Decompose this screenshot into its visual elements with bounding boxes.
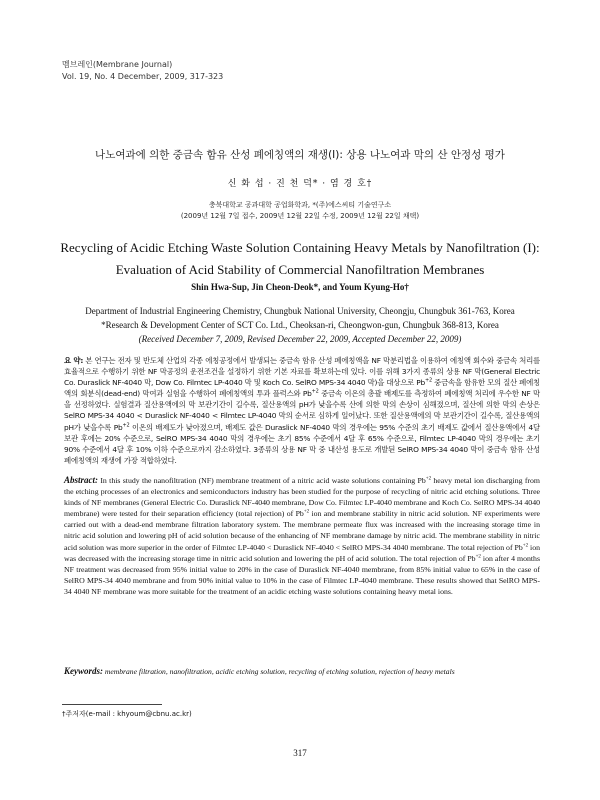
korean-affiliation: 충북대학교 공과대학 공업화학과, *(주)에스씨티 기술연구소 [208, 201, 392, 209]
korean-title: 나노여과에 의한 중금속 함유 산성 폐에칭액의 재생(I): 상용 나노여과 막의 산 안정성 평가 [95, 149, 505, 161]
english-affiliation-1: Department of Industrial Engineering Chemistry, Chungbuk National University, Cheongju, Chungbuk 361-763, Korea [85, 306, 515, 316]
corresponding-author-footnote: †주저자(e-mail : khyoum@cbnu.ac.kr) [62, 710, 192, 718]
keywords: Keywords: membrane filtration, nanofiltration, acidic etching solution, recycling of etching solution, rejection of heavy metals [64, 666, 455, 676]
keywords-label: Keywords: [64, 666, 103, 676]
english-authors: Shin Hwa-Sup, Jin Cheon-Deok*, and Youm Kyung-Ho† [191, 282, 409, 292]
received-dates: (Received December 7, 2009, Revised December 22, 2009, Accepted December 22, 2009) [138, 334, 462, 344]
english-title-line1: Recycling of Acidic Etching Waste Solution Containing Heavy Metals by Nanofiltration (I): [60, 240, 540, 255]
korean-abstract-label: 요 약: [64, 356, 84, 365]
journal-volume: Vol. 19, No. 4 December, 2009, 317-323 [62, 72, 224, 81]
page-number: 317 [293, 748, 307, 758]
journal-name: 멤브레인(Membrane Journal) [62, 60, 173, 69]
english-abstract-label: Abstract: [64, 475, 99, 485]
english-title-line2: Evaluation of Acid Stability of Commercial Nanofiltration Membranes [115, 262, 485, 277]
korean-dates: (2009년 12월 7일 접수, 2009년 12월 22일 수정, 2009년 12월 22일 채택) [180, 212, 420, 220]
footnote-divider [62, 704, 162, 705]
english-abstract: Abstract: In this study the nanofiltration (NF) membrane treatment of a nitric acid waste solutions containing $Pb^{+2}$ heavy metal ion discharging from the etching processes of an electronics and semiconductors industry has been studied for the purpose of recycling of nitric acid etching solutions. Three kinds of NF membranes (General Electric Co. Duraslick NF-4040 membrane, Dow Co. Filmtec LP-4040 membrane and Koch Co. SelRO MPS-34 4040 membrane) were tested for their separation efficiency (total rejection) of $Pb^{+2}$ ion and membrane stability in nitric acid solution. NF experiments were carried out with a dead-end membrane filtration laboratory system. The membrane permeate flux was increased with the increasing storage time in nitric acid solution and lowering pH of acid solution because of the enhancing of NF membrane damage by nitric acid. The membrane stability in nitric acid solution was more superior in the order of Filmtec LP-4040 < Duraslick NF-4040 < SelRO MPS-34 4040 membrane. The total rejection of $Pb^{+2}$ ion was decreased with the increasing storage time in nitric acid solution and lowering the pH of acid solution. The total rejection of $Pb^{+2}$ ion after 4 months NF treatment was decreased from 95% initial value to 20% in the case of Duraslick NF-4040 membrane, from 85% initial value to 65% in the case of SelRO MPS-34 4040 membrane and from 90% initial value to 10% in the case of Filmtec LP-4040 membrane. These results showed that SelRO MPS-34 4040 NF membrane was more suitable for the treatment of an acidic etching waste solutions containing heavy metal ions. [64, 475, 541, 596]
english-affiliation-2: *Research & Development Center of SCT Co. Ltd., Cheoksan-ri, Cheongwon-gun, Chungbuk 368-813, Korea [101, 320, 499, 330]
korean-authors: 신 화 섭 · 진 천 덕* · 염 경 호† [227, 179, 373, 189]
korean-abstract: 요 약: 본 연구는 전자 및 반도체 산업의 각종 에칭공정에서 발생되는 중금속 함유 산성 폐에칭액을 NF 막분리법을 이용하여 에칭액 회수와 중금속 처리를 효율적으로 수행하기 위한 NF 막공정의 운전조건을 설정하기 위한 기본 자료를 확보하는데 있다. 이를 위해 3가지 종류의 상용 NF 막(General Electric Co. Duraslick NF-4040 막, Dow Co. Filmtec LP-4040 막 및 Koch Co. SelRO MPS-34 4040 막)을 대상으로 $Pb^{+2}$ 중금속을 함유한 모의 질산 폐에칭액의 회분식(dead-end) 막여과 실험을 수행하여 폐에칭액의 투과 플럭스와 $Pb^{+2}$ 중금속 이온의 총괄 배제도를 측정하여 폐에칭액 처리에 우수한 NF 막을 선정하였다. 실험결과 질산용액에의 막 보관기간이 길수록, 질산용액의 pH가 낮을수록 산에 의한 막의 손상이 심해졌으며, 질산에 의한 막의 손상은 SelRO MPS-34 4040 < Duraslick NF-4040 < Filmtec LP-4040 막의 순서로 심하게 일어났다. 또한 질산용액에의 막 보관기간이 길수록, 질산용액의 pH가 낮을수록 $Pb^{+2}$ 이온의 배제도가 낮아졌으며, 배제도 값은 Duraslick NF-4040 막의 경우에는 95% 수준의 초기 배제도 값에서 질산용액에서 4달 보관 후에는 20% 수준으로, SelRO MPS-34 4040 막의 경우에는 초기 85% 수준에서 4달 후 65% 수준으로, Filmtec LP-4040 막의 경우에는 초기 90% 수준에서 4달 후 10% 이하 수준으로까지 감소하였다. 3종류의 상용 NF 막 중 내산성 용도로 개발된 SelRO MPS-34 4040 막이 중금속 함유 산성 폐에칭액의 재생에 가장 적합하였다. [64, 356, 540, 465]
